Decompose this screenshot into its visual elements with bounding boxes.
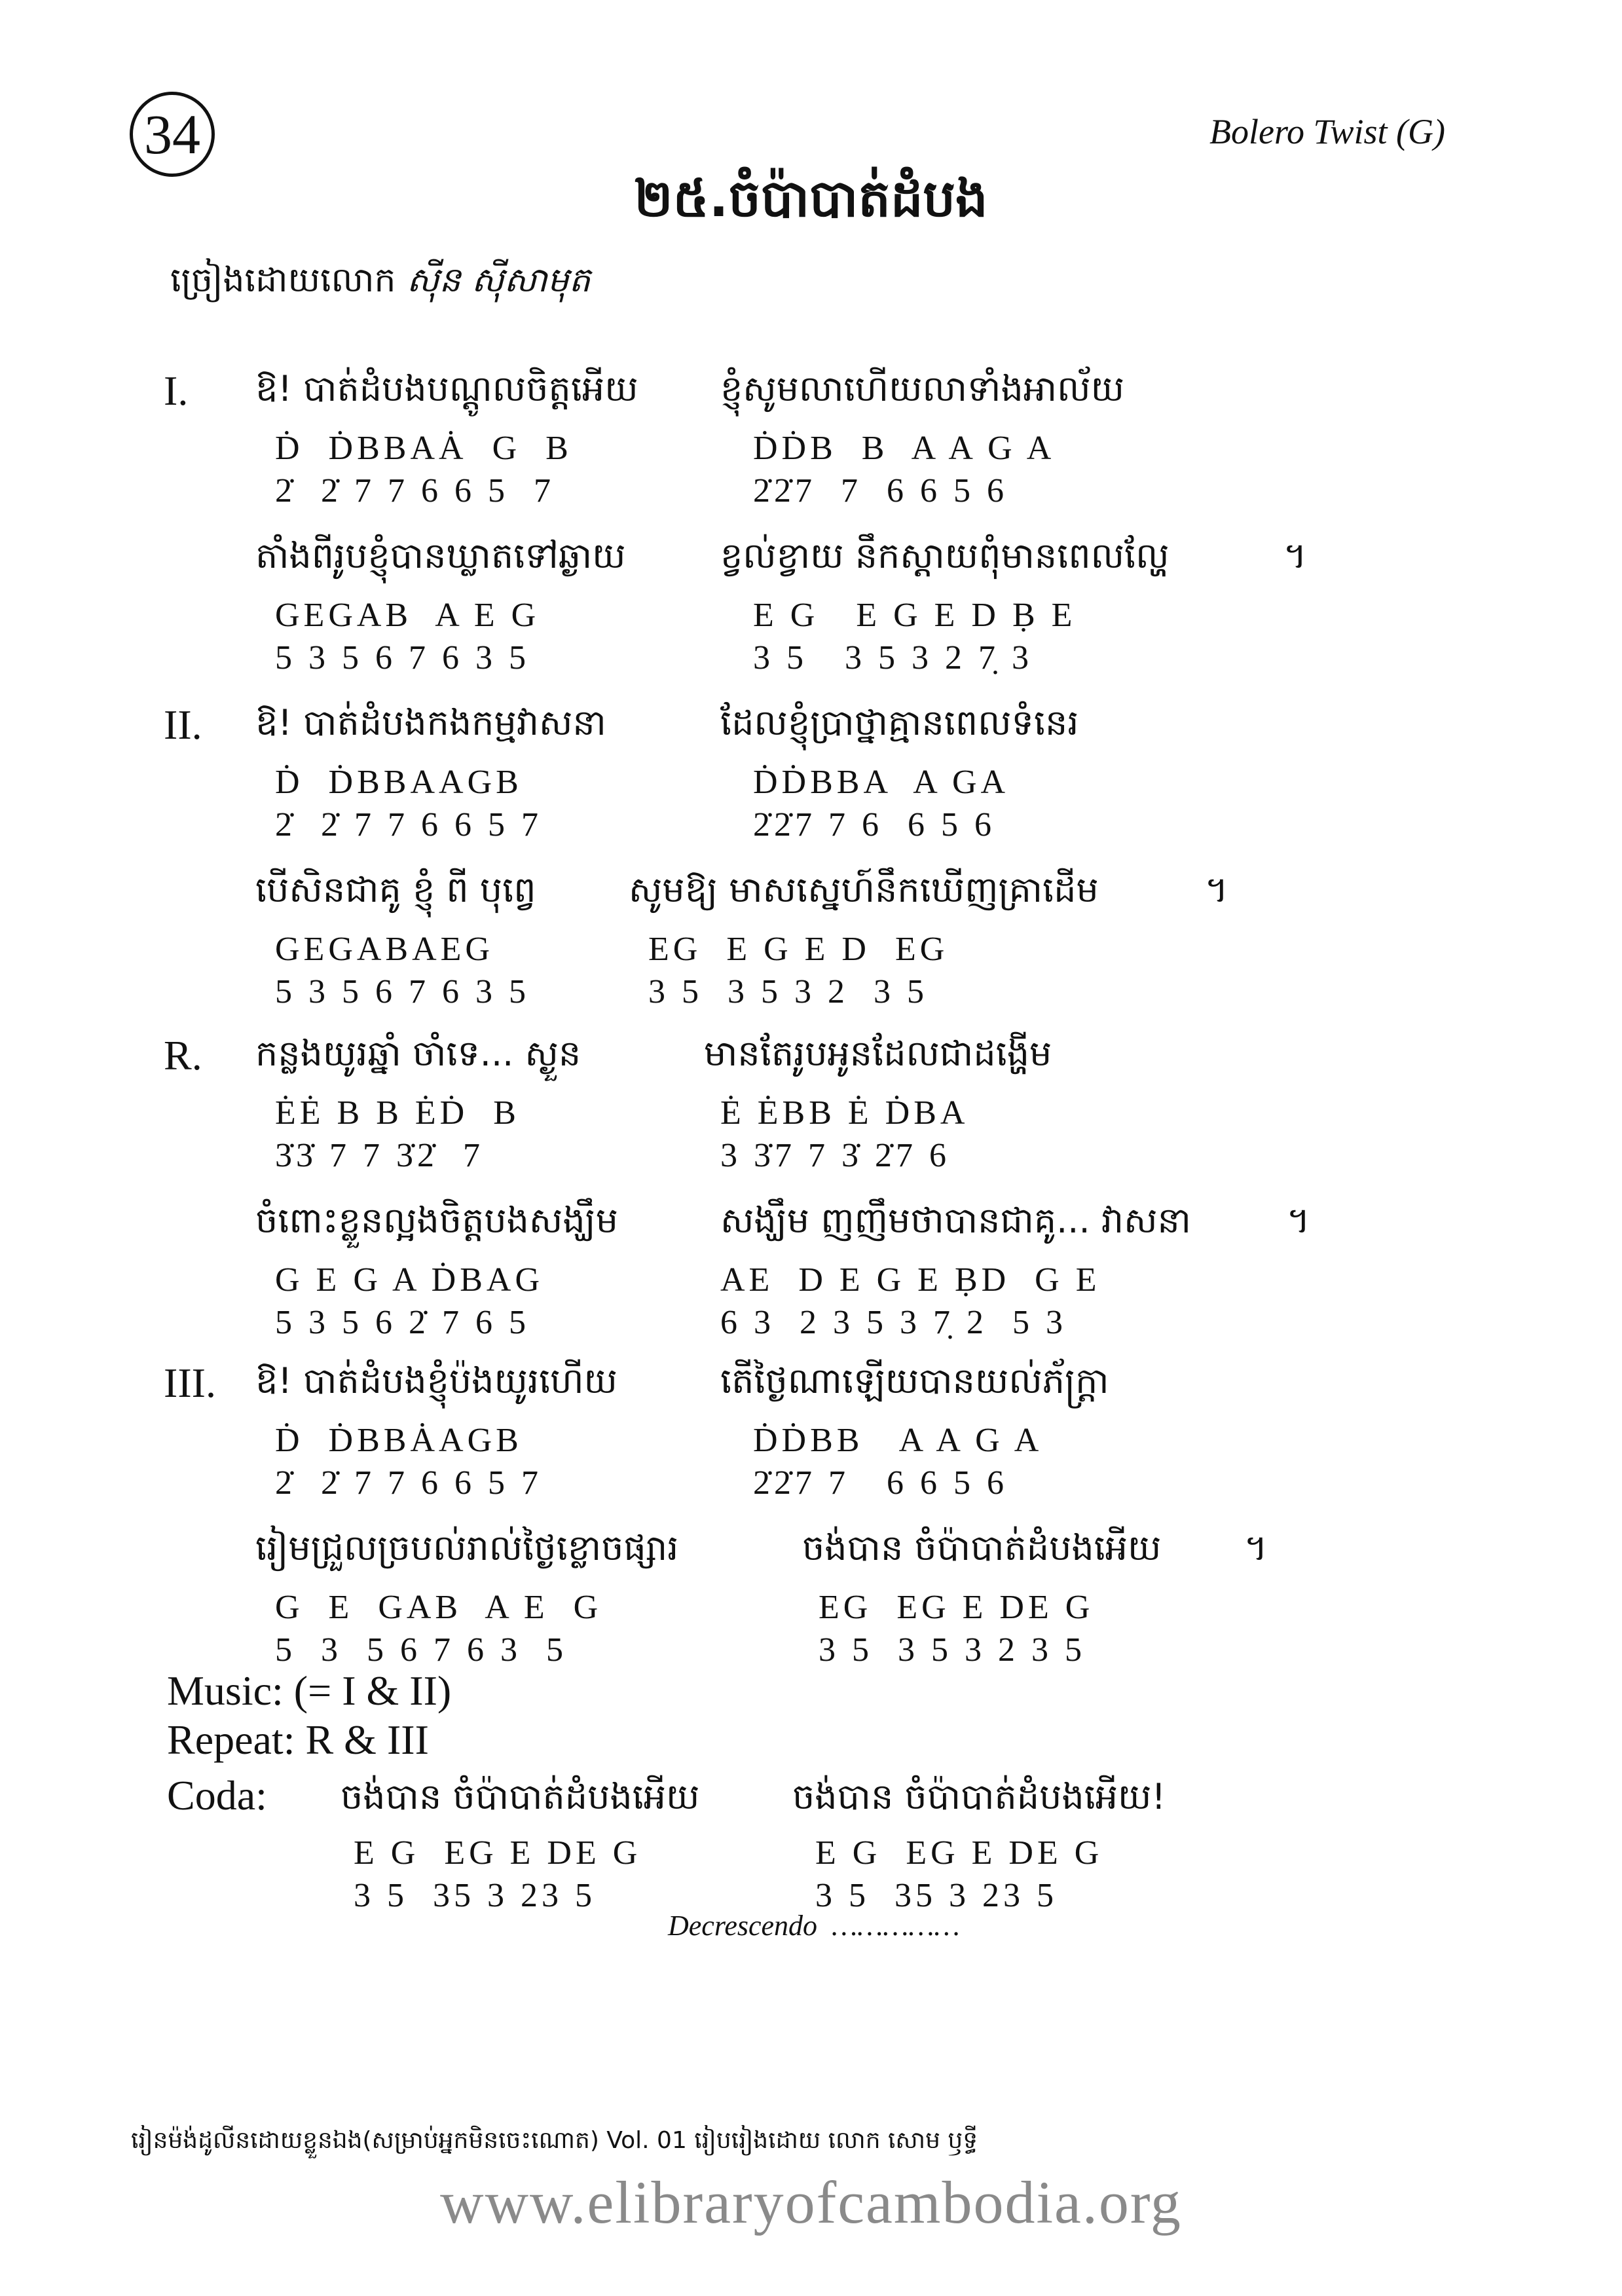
notes-b: EG E G E D EG xyxy=(648,931,949,968)
numbers-a: 2̇ 2̇ 7 7 6 6 5 7 xyxy=(275,806,542,843)
notes-a: GEGABAEG xyxy=(275,931,494,968)
music-value: (= I & II) xyxy=(293,1667,452,1714)
notes-b: EG EG E DE G xyxy=(819,1589,1094,1626)
notes-b: AE D E G E ḄD G E xyxy=(720,1261,1101,1299)
end-mark: ។ xyxy=(1244,1527,1268,1568)
numbers-b: 6 3 2 3 5 3 7̣ 2 5 3 xyxy=(720,1304,1067,1341)
decrescendo-mark: Decrescendo …………… xyxy=(668,1910,960,1942)
coda-label: Coda: xyxy=(167,1772,267,1819)
notes-b: ḊḊB B A A G A xyxy=(753,430,1056,467)
lyric-b: មានតែរូបអូនដែលជាដង្ហើម xyxy=(704,1033,1052,1074)
lyric-a: កន្លងយូរឆ្នាំ ចាំទេ... ស្ងួន xyxy=(255,1033,581,1074)
repeat-value: R & III xyxy=(305,1716,429,1763)
section-label: III. xyxy=(164,1360,216,1406)
singer-credit xyxy=(170,259,591,308)
lyric-a: បើសិនជាគូ ខ្ញុំ ពី បុព្វេ xyxy=(255,869,536,910)
notes-a: Ḋ ḊBBAAGB xyxy=(275,764,523,801)
notes-a: GEGAB A E G xyxy=(275,597,540,634)
numbers-a: 3̇3̇ 7 7 3̇2̇ 7 xyxy=(275,1137,484,1174)
singer-prefix: ច្រៀងដោយលោក xyxy=(170,261,407,300)
coda-notes-b: E G EG E DE G xyxy=(815,1834,1103,1872)
coda-lyric-a: ចង់បាន ចំប៉ាបាត់ដំបងអើយ xyxy=(341,1776,700,1817)
website-watermark: www.elibraryofcambodia.org xyxy=(440,2169,1182,2236)
page-number: 34 xyxy=(130,92,215,177)
notes-a: Ḋ ḊBBȦAGB xyxy=(275,1422,523,1459)
verse-line xyxy=(0,367,1622,534)
notes-a: ĖĖ B B ĖḊ B xyxy=(275,1094,520,1132)
rhythm-key: Bolero Twist (G) xyxy=(1209,112,1445,151)
lyric-b: ចង់បាន ចំប៉ាបាត់ដំបងអើយ xyxy=(802,1527,1162,1568)
numbers-a: 5 3 5 6 2̇ 7 6 5 xyxy=(275,1304,530,1341)
verse-line xyxy=(0,1359,1622,1526)
lyric-a: ឱ! បាត់ដំបងកងកម្មវាសនា xyxy=(255,702,606,743)
numbers-a: 2̇ 2̇ 7 7 6 6 5 7 xyxy=(275,472,555,509)
section-label: R. xyxy=(164,1032,202,1079)
numbers-b: 3 5 3 5 3 2 3 5 xyxy=(648,973,928,1010)
section-label: I. xyxy=(164,367,189,414)
song-title: ២៥.ចំប៉ាបាត់ដំបង xyxy=(634,170,988,229)
coda-numbers-b: 3 5 35 3 23 5 xyxy=(815,1877,1058,1914)
end-mark: ។ xyxy=(1205,869,1228,910)
coda-notes-a: E G EG E DE G xyxy=(354,1834,642,1872)
book-info: រៀនម៉ង់ដូលីនដោយខ្លួនឯង(សម្រាប់អ្នកមិនចេះណោត) Vol. 01 រៀបរៀងដោយ លោក សោម ឫទ្ធី xyxy=(131,2127,978,2154)
numbers-a: 2̇ 2̇ 7 7 6 6 5 7 xyxy=(275,1464,542,1502)
numbers-b: 2̇2̇7 7 6 6 5 6 xyxy=(753,472,1008,509)
notes-a: G E G A ḊBAG xyxy=(275,1261,544,1299)
end-mark: ។ xyxy=(1287,1200,1310,1241)
notes-b: ḊḊBB A A G A xyxy=(753,1422,1043,1459)
numbers-b: 3 3̇7 7 3̇ 2̇7 6 xyxy=(720,1137,950,1174)
repeat-instruction xyxy=(167,1716,429,1764)
verse-line xyxy=(0,868,1622,1035)
coda-numbers-a: 3 5 35 3 23 5 xyxy=(354,1877,596,1914)
notes-b: Ė ĖBB Ė ḊBA xyxy=(720,1094,969,1132)
lyric-b: ខ្ញុំសូមលាហើយលាទាំងអាល័យ xyxy=(720,368,1124,409)
notes-b: E G E G E D Ḅ E xyxy=(753,597,1077,634)
notes-a: Ḋ ḊBBAȦ G B xyxy=(275,430,572,467)
lyric-a: ឱ! បាត់ដំបងបណ្ដូលចិត្តអើយ xyxy=(255,368,638,409)
lyric-a: ចំពោះខ្លួនល្អងចិត្តបងសង្ឃឹម xyxy=(255,1200,618,1241)
verse-line xyxy=(0,1031,1622,1198)
lyric-b: តើថ្ងៃណាឡើយបានយល់ភ័ក្ត្រា xyxy=(720,1360,1109,1401)
lyric-b: សូមឱ្យ មាសស្នេហ៍នឹកឃើញគ្រាដើម xyxy=(629,869,1099,910)
end-mark: ។ xyxy=(1283,535,1307,576)
music-instruction xyxy=(167,1667,451,1715)
coda-lyric-b: ចង់បាន ចំប៉ាបាត់ដំបងអើយ! xyxy=(792,1776,1166,1817)
music-label: Music: xyxy=(167,1667,284,1714)
lyric-a: ឱ! បាត់ដំបងខ្ញុំប៉ងយូរហើយ xyxy=(255,1360,617,1401)
singer-name: ស៊ីន ស៊ីសាមុត xyxy=(407,261,591,300)
verse-line xyxy=(0,701,1622,868)
notes-a: G E GAB A E G xyxy=(275,1589,602,1626)
numbers-b: 3 5 3 5 3 2 7̣ 3 xyxy=(753,639,1033,676)
numbers-b: 2̇2̇7 7 6 6 5 6 xyxy=(753,806,995,843)
lyric-a: រៀមជ្រួលច្របល់រាល់ថ្ងៃខ្លោចផ្សារ xyxy=(255,1527,679,1568)
section-label: II. xyxy=(164,701,202,748)
numbers-b: 2̇2̇7 7 6 6 5 6 xyxy=(753,1464,1008,1502)
numbers-a: 5 3 5 6 7 6 3 5 xyxy=(275,1631,567,1669)
lyric-a: តាំងពីរូបខ្ញុំបានឃ្លាតទៅឆ្ងាយ xyxy=(255,535,626,576)
lyric-b: សង្ឃឹម ញញឹមថាបានជាគូ... វាសនា xyxy=(720,1200,1191,1241)
verse-line xyxy=(0,534,1622,701)
numbers-a: 5 3 5 6 7 6 3 5 xyxy=(275,639,530,676)
numbers-a: 5 3 5 6 7 6 3 5 xyxy=(275,973,530,1010)
lyric-b: ដែលខ្ញុំប្រាថ្នាគ្មានពេលទំនេរ xyxy=(720,702,1079,743)
verse-line xyxy=(0,1198,1622,1365)
notes-b: ḊḊBBA A GA xyxy=(753,764,1010,801)
lyric-b: ខ្វល់ខ្វាយ នឹកស្ដាយពុំមានពេលល្ហែ xyxy=(720,535,1170,576)
numbers-b: 3 5 3 5 3 2 3 5 xyxy=(819,1631,1086,1669)
repeat-label: Repeat: xyxy=(167,1716,295,1763)
